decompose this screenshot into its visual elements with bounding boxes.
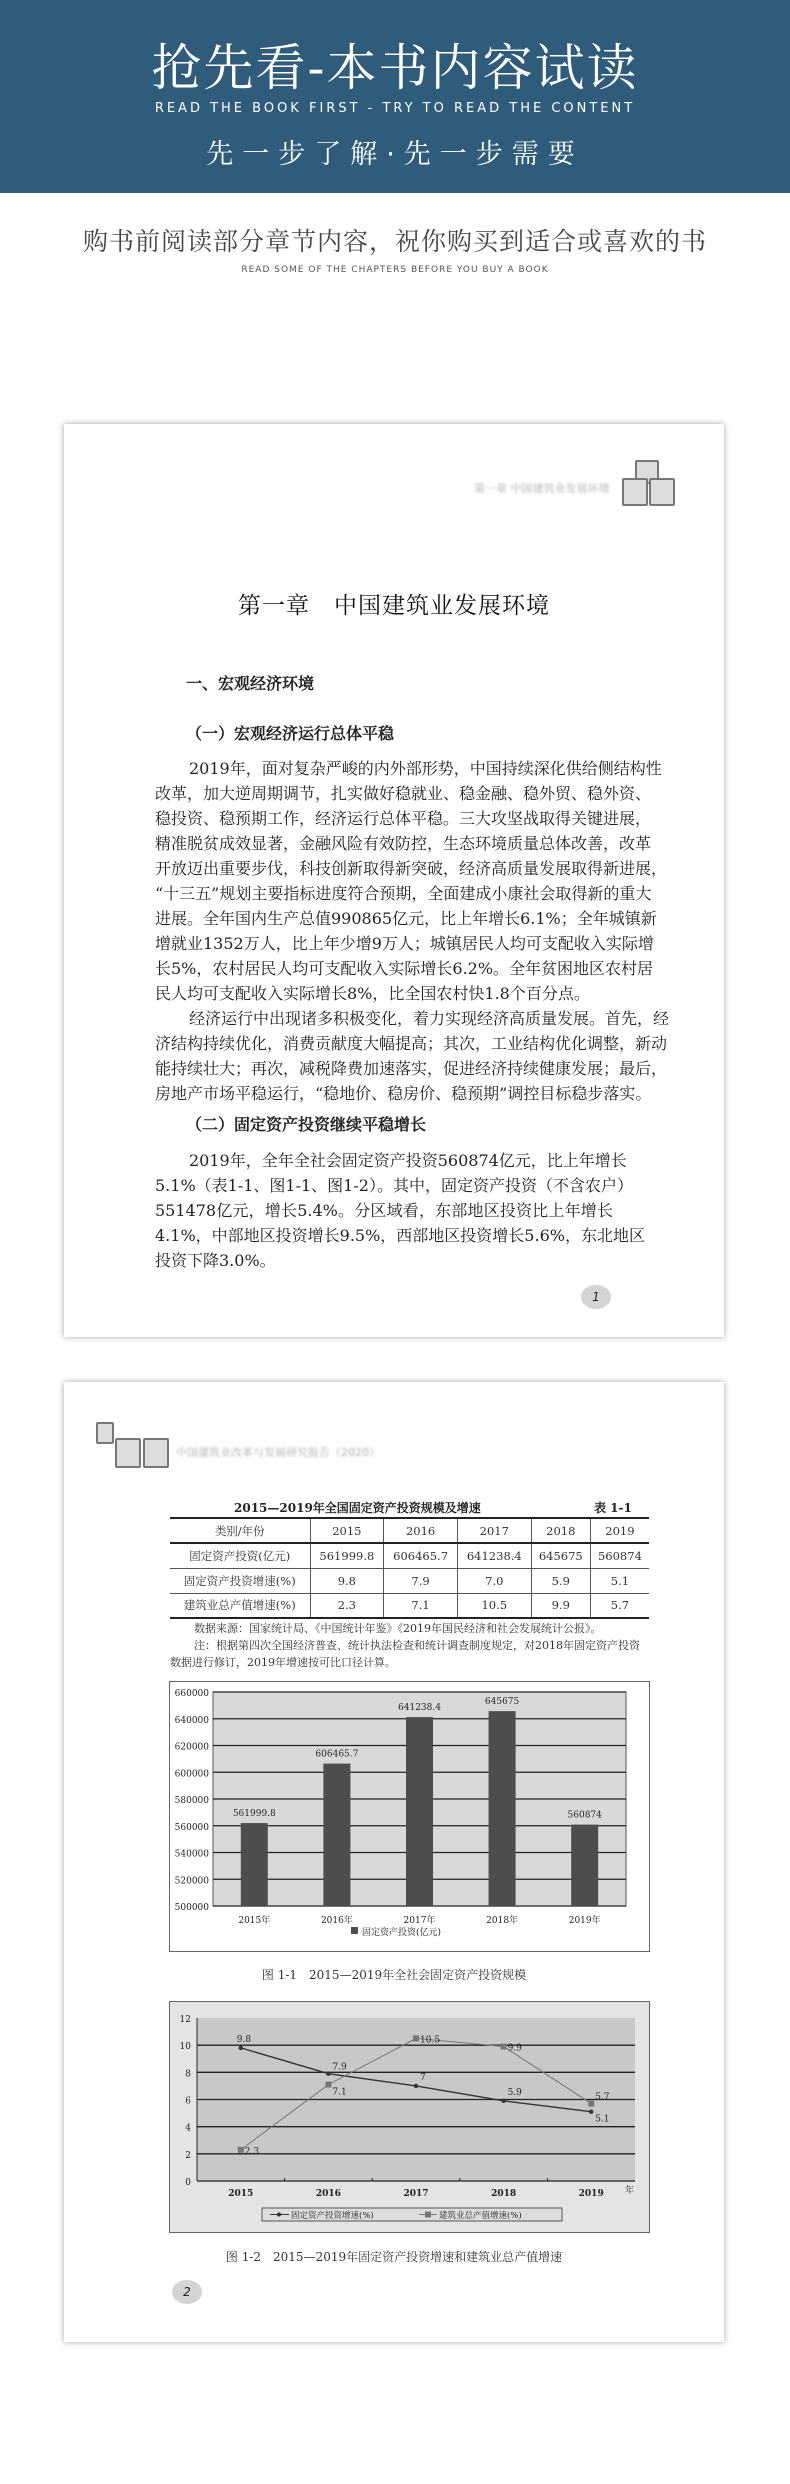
data-label: 5.1 xyxy=(595,2114,610,2125)
paragraph-line: 长5%，农村居民人均可支配收入实际增长6.2%。全年贫困地区农村居 xyxy=(155,959,654,978)
header-square-icon xyxy=(96,1422,114,1444)
paragraph xyxy=(155,756,668,1006)
table-cell: 645675 xyxy=(531,1543,590,1568)
paragraph xyxy=(155,1006,670,1106)
y-tick-label: 4 xyxy=(185,2123,191,2134)
table-cell: 固定资产投资增速(%) xyxy=(170,1568,310,1593)
y-tick-label: 12 xyxy=(179,2015,191,2025)
x-tick-label: 2019年 xyxy=(568,1916,601,1926)
figure-caption: 图 1-2 2015—2019年固定资产投资增速和建筑业总产值增速 xyxy=(225,2250,563,2264)
x-tick-label: 2016 xyxy=(315,2189,341,2199)
y-tick-label: 2 xyxy=(185,2150,191,2161)
paragraph-line: 精准脱贫成效显著，金融风险有效防控，生态环境质量总体改善，改革 xyxy=(155,834,652,853)
bar xyxy=(323,1764,350,1906)
header-square-icon xyxy=(115,1438,141,1468)
paragraph-line: 稳投资、稳预期工作，经济运行总体平稳。三大攻坚战取得关键进展， xyxy=(155,809,652,828)
paragraph-line: “十三五”规划主要指标进度符合预期，全面建成小康社会取得新的重大 xyxy=(155,884,652,903)
data-label: 7.9 xyxy=(332,2062,347,2073)
table-cell: 7.1 xyxy=(384,1593,458,1618)
table-number: 表 1-1 xyxy=(594,1501,632,1515)
x-tick-label: 2017 xyxy=(403,2189,429,2199)
chapter-title: 第一章 中国建筑业发展环境 xyxy=(238,593,550,619)
table-cell: 建筑业总产值增速(%) xyxy=(170,1593,310,1618)
data-point xyxy=(239,2046,243,2050)
paragraph-line: 房地产市场平稳运行，“稳地价、稳房价、稳预期”调控目标稳步落实。 xyxy=(155,1084,652,1103)
figure-caption: 图 1-1 2015—2019年全社会固定资产投资规模 xyxy=(261,1968,527,1982)
data-label: 9.8 xyxy=(236,2034,252,2045)
table-cell: 9.9 xyxy=(531,1593,590,1618)
y-tick-label: 6 xyxy=(185,2096,191,2107)
table-source: 数据来源：国家统计局、《中国统计年鉴》《2019年国民经济和社会发展统计公报》。 xyxy=(194,1622,602,1635)
x-tick-label: 2018 xyxy=(491,2189,517,2199)
table-cell: 7.9 xyxy=(384,1568,458,1593)
running-header: 第一章 中国建筑业发展环境 xyxy=(474,482,610,495)
page-number: 1 xyxy=(581,1285,611,1309)
y-tick-label: 8 xyxy=(185,2069,191,2080)
y-tick-label: 660000 xyxy=(174,1689,209,1699)
data-point xyxy=(501,2099,505,2103)
table-header-cell: 2015 xyxy=(310,1518,384,1543)
data-label: 9.9 xyxy=(507,2043,522,2054)
paragraph-line: 551478亿元，增长5.4%。分区域看，东部地区投资比上年增长 xyxy=(155,1201,613,1220)
bar-chart xyxy=(169,1681,650,1953)
y-tick-label: 0 xyxy=(185,2178,191,2188)
y-tick-label: 620000 xyxy=(174,1742,209,1753)
banner-english: READ THE BOOK FIRST - TRY TO READ THE CONTENT xyxy=(154,101,636,116)
table-cell: 9.8 xyxy=(310,1568,384,1593)
data-label: 606465.7 xyxy=(315,1749,359,1760)
book-page-1 xyxy=(64,424,724,1337)
data-label: 7.1 xyxy=(332,2087,347,2098)
x-tick-label: 2017年 xyxy=(403,1916,436,1926)
table-cell: 7.0 xyxy=(457,1568,531,1593)
intro-english: READ SOME OF THE CHAPTERS BEFORE YOU BUY A BOOK xyxy=(241,265,549,275)
page-number: 2 xyxy=(172,2280,202,2304)
legend-marker xyxy=(277,2213,281,2217)
y-tick-label: 520000 xyxy=(174,1876,209,1887)
data-label: 641238.4 xyxy=(398,1703,441,1714)
paragraph-line: 投资下降3.0%。 xyxy=(155,1251,276,1270)
table-note: 注：根据第四次全国经济普查、统计执法检查和统计调查制度规定，对2018年固定资产投资数据进行修订，2019年增速按可比口径计算。 xyxy=(170,1639,640,1669)
paragraph-line: 济结构持续优化，消费贡献度大幅提高；其次，工业结构优化调整，新动 xyxy=(155,1034,668,1053)
table-cell: 5.7 xyxy=(590,1593,649,1618)
intro-text: 购书前阅读部分章节内容，祝你购买到适合或喜欢的书 xyxy=(82,227,707,256)
table-row xyxy=(170,1593,649,1618)
table-cell: 5.9 xyxy=(531,1568,590,1593)
table-cell: 固定资产投资(亿元) xyxy=(170,1543,310,1568)
table-cell: 10.5 xyxy=(457,1593,531,1618)
table-cell: 2.3 xyxy=(310,1593,384,1618)
table-header-cell: 2019 xyxy=(590,1518,649,1543)
data-point xyxy=(413,2035,419,2041)
table-row xyxy=(170,1568,649,1593)
y-tick-label: 10 xyxy=(179,2042,191,2053)
y-tick-label: 640000 xyxy=(174,1715,209,1726)
x-tick-label: 2015 xyxy=(228,2189,254,2199)
legend-label: 固定资产投资增速(%) xyxy=(291,2211,374,2221)
paragraph-line: 开放迈出重要步伐，科技创新取得新突破，经济高质量发展取得新进展， xyxy=(155,859,668,878)
data-table xyxy=(170,1517,649,1619)
table-title: 2015—2019年全国固定资产投资规模及增速 xyxy=(234,1501,481,1515)
running-header: 中国建筑业改革与发展研究报告（2020） xyxy=(176,1446,380,1459)
data-point xyxy=(414,2084,418,2088)
paragraph-line: 进展。全年国内生产总值990865亿元，比上年增长6.1%；全年城镇新 xyxy=(155,909,657,928)
legend-swatch xyxy=(351,1927,358,1934)
paragraph-line: 能持续壮大；再次，减税降费加速落实，促进经济持续健康发展；最后， xyxy=(155,1059,668,1078)
y-tick-label: 580000 xyxy=(174,1796,209,1806)
table-cell: 560874 xyxy=(590,1543,649,1568)
table-cell: 5.1 xyxy=(590,1568,649,1593)
book-page-2 xyxy=(64,1382,724,2342)
y-tick-label: 600000 xyxy=(174,1769,209,1780)
header-square-icon xyxy=(143,1438,169,1468)
line-chart xyxy=(169,2001,650,2233)
bar xyxy=(406,1717,433,1906)
table-header-cell: 2017 xyxy=(457,1518,531,1543)
paragraph xyxy=(155,1148,645,1273)
x-tick-label: 2018年 xyxy=(486,1916,519,1926)
table-header-cell: 2018 xyxy=(531,1518,590,1543)
x-tick-label: 2015年 xyxy=(238,1916,271,1926)
data-label: 2.3 xyxy=(244,2146,260,2157)
data-label: 5.7 xyxy=(595,2092,610,2103)
data-point xyxy=(588,2101,594,2107)
legend-label: 建筑业总产值增速(%) xyxy=(439,2211,522,2221)
table-header-row xyxy=(170,1518,649,1543)
paragraph-line: 民人均可支配收入实际增长8%，比全国农村快1.8个百分点。 xyxy=(155,984,590,1003)
paragraph-line: 2019年，全年全社会固定资产投资560874亿元，比上年增长 xyxy=(189,1151,627,1170)
table-cell: 641238.4 xyxy=(457,1543,531,1568)
data-point xyxy=(589,2110,593,2114)
subsection-heading: （一）宏观经济运行总体平稳 xyxy=(186,724,395,743)
data-point xyxy=(325,2082,331,2088)
bar xyxy=(571,1825,598,1906)
legend-marker xyxy=(425,2212,431,2218)
data-label: 10.5 xyxy=(420,2035,441,2046)
data-label: 5.9 xyxy=(507,2087,522,2098)
table-cell: 561999.8 xyxy=(310,1543,384,1568)
data-label: 561999.8 xyxy=(232,1809,276,1820)
paragraph-line: 2019年，面对复杂严峻的内外部形势，中国持续深化供给侧结构性 xyxy=(189,759,662,778)
data-point xyxy=(501,2044,507,2050)
table-cell: 606465.7 xyxy=(384,1543,458,1568)
banner xyxy=(0,0,790,193)
bar xyxy=(489,1711,516,1906)
subsection-heading: （二）固定资产投资继续平稳增长 xyxy=(186,1115,427,1134)
banner-subtitle: 先一步了解·先一步需要 xyxy=(206,139,584,170)
header-square-icon xyxy=(649,478,675,506)
table-header-cell: 2016 xyxy=(384,1518,458,1543)
y-tick-label: 540000 xyxy=(174,1849,209,1860)
section-heading: 一、宏观经济环境 xyxy=(186,674,315,693)
legend-label: 固定资产投资(亿元) xyxy=(362,1928,442,1938)
paragraph-line: 增就业1352万人，比上年少增9万人；城镇居民人均可支配收入实际增 xyxy=(155,934,654,953)
x-tick-label: 2016年 xyxy=(320,1916,353,1926)
data-point xyxy=(238,2147,244,2153)
bar xyxy=(241,1823,268,1906)
y-tick-label: 560000 xyxy=(174,1822,209,1833)
data-point xyxy=(326,2071,330,2075)
banner-title: 抢先看-本书内容试读 xyxy=(151,39,639,97)
header-square-icon xyxy=(622,478,648,506)
table-row xyxy=(170,1543,649,1568)
y-tick-label: 500000 xyxy=(174,1903,209,1913)
table-header-cell: 类别/年份 xyxy=(170,1518,310,1543)
x-tick-label: 2019 xyxy=(578,2189,604,2199)
data-label: 7 xyxy=(420,2072,426,2083)
data-label: 560874 xyxy=(567,1810,602,1821)
x-axis-label: 年 xyxy=(625,2186,635,2196)
paragraph-line: 5.1%（表1-1、图1-1、图1-2）。其中，固定资产投资（不含农户） xyxy=(155,1176,633,1195)
paragraph-line: 改革，加大逆周期调节，扎实做好稳就业、稳金融、稳外贸、稳外资、 xyxy=(155,784,652,803)
data-label: 645675 xyxy=(484,1697,520,1708)
paragraph-line: 经济运行中出现诸多积极变化，着力实现经济高质量发展。首先，经 xyxy=(189,1009,670,1028)
paragraph-line: 4.1%，中部地区投资增长9.5%，西部地区投资增长5.6%，东北地区 xyxy=(155,1226,645,1245)
